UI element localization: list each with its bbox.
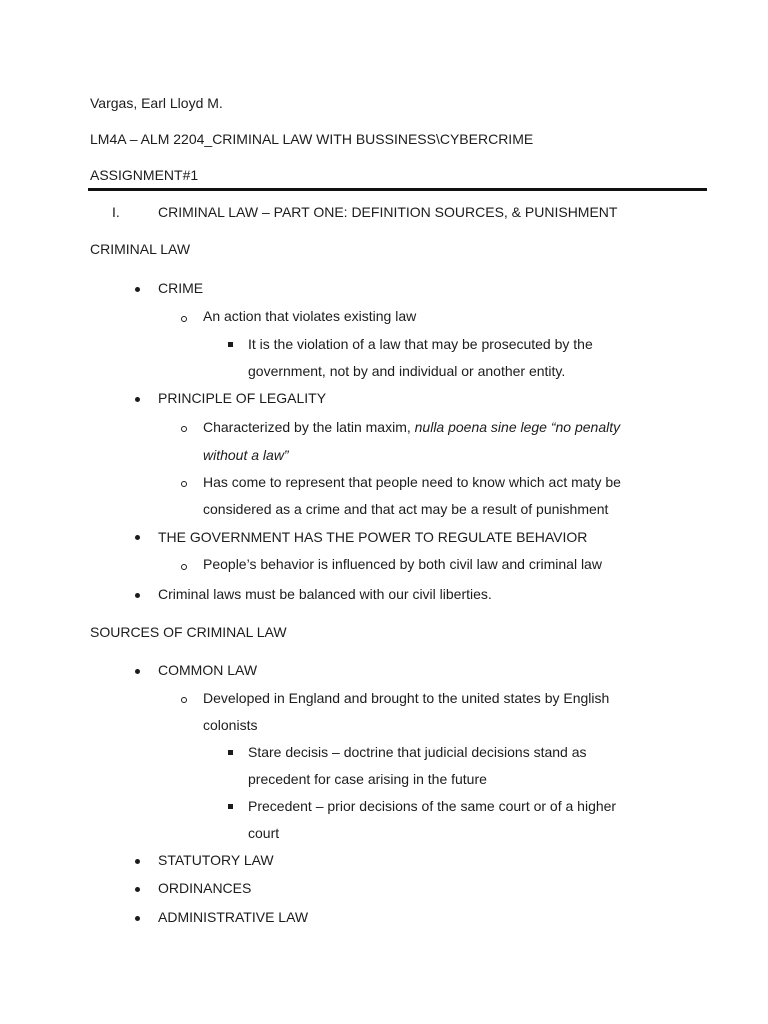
subitem-legality-represent-2: considered as a crime and that act may be a result of punishment: [203, 501, 609, 517]
subitem-behavior-influence: People’s behavior is influenced by both civil law and criminal law: [203, 556, 602, 572]
section-title: CRIMINAL LAW – PART ONE: DEFINITION SOURCES, & PUNISHMENT: [158, 204, 618, 220]
bullet-icon: [135, 859, 140, 864]
detail-stare-decisis-1: Stare decisis – doctrine that judicial decisions stand as: [248, 744, 587, 760]
heading-criminal-law: CRIMINAL LAW: [90, 241, 191, 257]
circle-bullet-icon: [181, 426, 187, 432]
item-administrative-law: ADMINISTRATIVE LAW: [158, 909, 309, 925]
circle-bullet-icon: [181, 316, 187, 322]
square-bullet-icon: [228, 342, 233, 347]
bullet-icon: [135, 887, 140, 892]
item-statutory-law: STATUTORY LAW: [158, 852, 274, 868]
square-bullet-icon: [228, 804, 233, 809]
bullet-icon: [135, 593, 140, 598]
subitem-common-origin-2: colonists: [203, 717, 258, 733]
subitem-common-origin-1: Developed in England and brought to the united states by English: [203, 690, 610, 706]
circle-bullet-icon: [181, 564, 187, 570]
bullet-icon: [135, 535, 140, 540]
item-government-power: THE GOVERNMENT HAS THE POWER TO REGULATE BEHAVIOR: [158, 529, 588, 545]
subitem-legality-represent-1: Has come to represent that people need to know which act maty be: [203, 474, 621, 490]
circle-bullet-icon: [181, 481, 187, 487]
heading-sources: SOURCES OF CRIMINAL LAW: [90, 624, 287, 640]
detail-precedent-2: court: [248, 825, 280, 841]
subitem-legality-maxim-cont: without a law”: [203, 447, 289, 463]
item-common-law: COMMON LAW: [158, 662, 258, 678]
bullet-icon: [135, 397, 140, 402]
square-bullet-icon: [228, 750, 233, 755]
item-civil-liberties: Criminal laws must be balanced with our civil liberties.: [158, 586, 492, 602]
assignment-title: ASSIGNMENT#1: [90, 167, 199, 183]
subitem-crime-definition: An action that violates existing law: [203, 308, 417, 324]
item-ordinances: ORDINANCES: [158, 880, 252, 896]
detail-crime-1: It is the violation of a law that may be prosecuted by the: [248, 336, 593, 352]
item-principle-of-legality: PRINCIPLE OF LEGALITY: [158, 390, 327, 406]
detail-crime-2: government, not by and individual or another entity.: [248, 363, 566, 379]
bullet-icon: [135, 916, 140, 921]
detail-precedent-1: Precedent – prior decisions of the same court or of a higher: [248, 798, 617, 814]
circle-bullet-icon: [181, 697, 187, 703]
detail-stare-decisis-2: precedent for case arising in the future: [248, 771, 487, 787]
bullet-icon: [135, 669, 140, 674]
student-name: Vargas, Earl Lloyd M.: [90, 95, 223, 111]
course-title: LM4A – ALM 2204_CRIMINAL LAW WITH BUSSINESS\CYBERCRIME: [90, 131, 534, 147]
item-crime: CRIME: [158, 280, 204, 296]
subitem-legality-maxim: Characterized by the latin maxim, nulla poena sine lege “no penalty: [203, 419, 621, 435]
bullet-icon: [135, 287, 140, 292]
section-numeral: I.: [112, 204, 120, 220]
header-divider: [88, 188, 707, 191]
